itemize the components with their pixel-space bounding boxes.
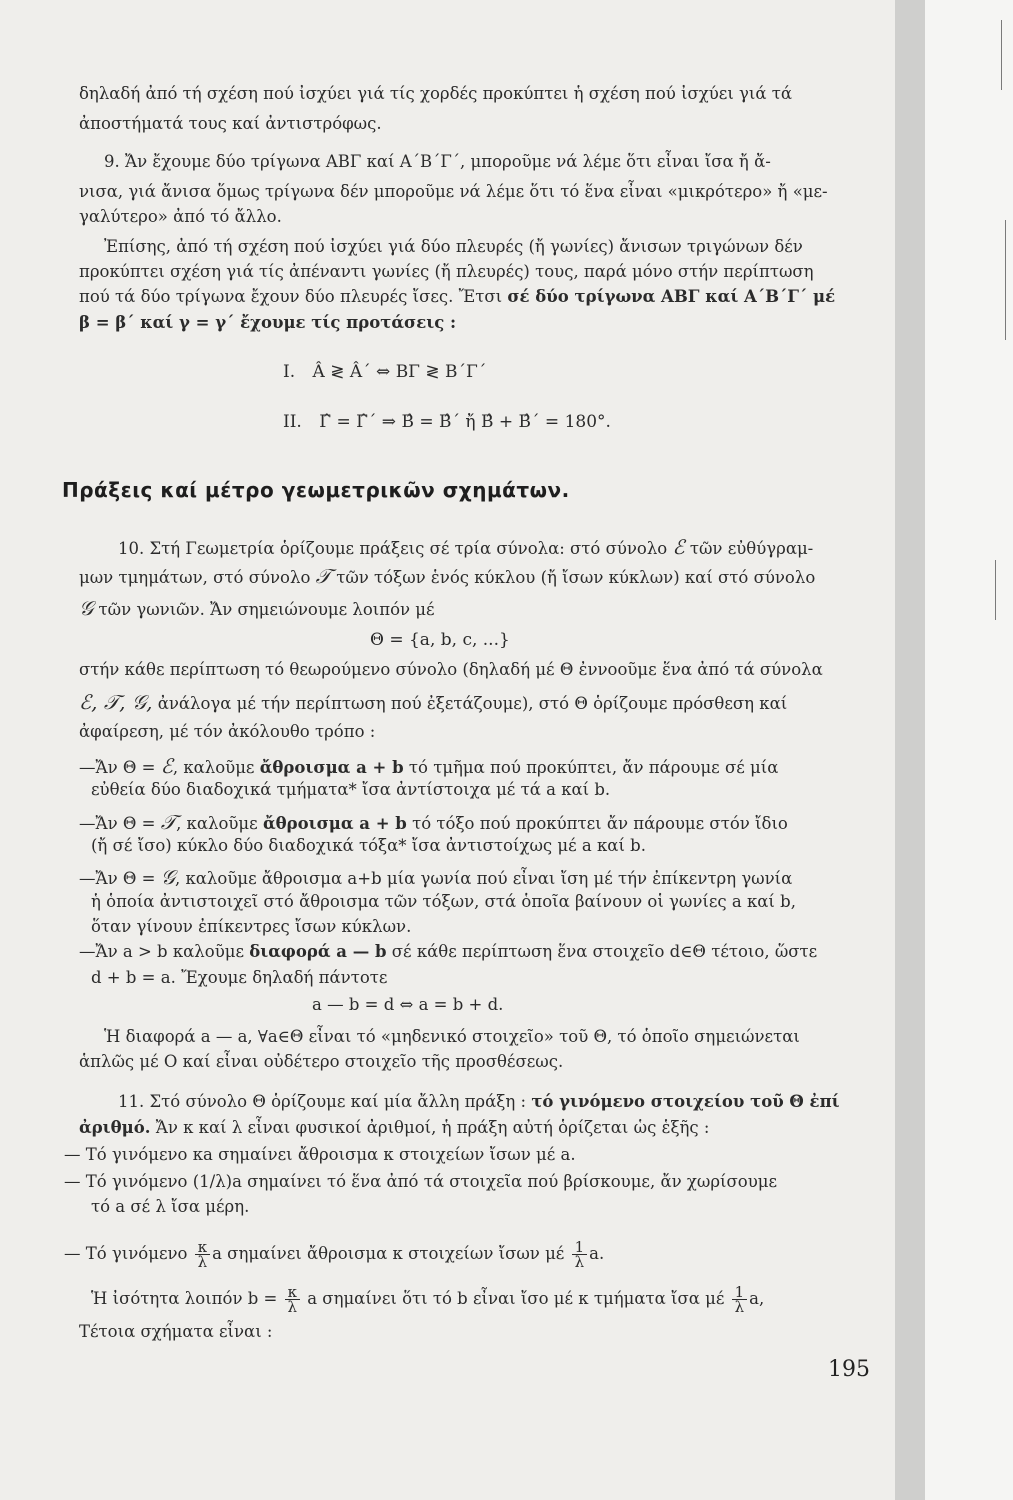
text-line: [91, 1285, 764, 1314]
numerator: 1: [732, 1285, 748, 1300]
denominator: λ: [734, 1298, 745, 1316]
fraction-k-lambda: [195, 1240, 210, 1269]
text-line: [118, 537, 813, 559]
text-span: σέ κάθε περίπτωση ἕνα στοιχεῖο d∈Θ τέτοιο, ὥστε: [386, 942, 818, 961]
text-span: —Ἄν Θ =: [79, 758, 161, 777]
bold-span: σέ δύο τρίγωνα ΑΒΓ καί Α΄Β΄Γ΄ μέ: [507, 287, 836, 306]
text-line: ἀποστήματά τους καί ἀντιστρόφως.: [79, 114, 382, 133]
text-line: δηλαδή ἀπό τή σχέση πού ἰσχύει γιά τίς χορδές προκύπτει ἡ σχέση πού ἰσχύει γιά τά: [79, 84, 793, 103]
definition-line: [79, 812, 788, 834]
text-line: Τέτοια σχήματα εἶναι :: [79, 1322, 273, 1341]
text-span: 10. Στή Γεωμετρία ὁρίζουμε πράξεις σέ τρία σύνολα: στό σύνολο: [118, 539, 673, 558]
set-symbol-t: 𝒯: [160, 810, 177, 834]
set-symbols: ℰ, 𝒯, 𝒢,: [79, 690, 153, 714]
text-span: a.: [589, 1244, 605, 1263]
text-line: [118, 1092, 840, 1112]
text-span: ἀνάλογα μέ τήν περίπτωση πού ἐξετάζουμε), στό Θ ὁρίζουμε πρόσθεση καί: [152, 694, 788, 713]
text-line: ἡ ὁποία ἀντιστοιχεῖ στό ἄθροισμα τῶν τόξων, στά ὁποῖα βαίνουν οἱ γωνίες a καί b,: [91, 892, 796, 911]
text-span: a σημαίνει ἄθροισμα κ στοιχείων ἴσων μέ: [212, 1244, 570, 1263]
set-symbol-e: ℰ: [672, 535, 685, 559]
definition-line: [79, 942, 817, 962]
text-line: (ἤ σέ ἴσο) κύκλο δύο διαδοχικά τόξα* ἴσα ἀντιστοίχως μέ a καί b.: [91, 836, 646, 855]
text-line: d + b = a. Ἔχουμε δηλαδή πάντοτε: [91, 968, 388, 987]
text-line: τό a σέ λ ἴσα μέρη.: [91, 1197, 250, 1216]
text-line: εὐθεία δύο διαδοχικά τμήματα* ἴσα ἀντίστοιχα μέ τά a καί b.: [91, 780, 611, 799]
fraction-1-lambda: [572, 1240, 588, 1269]
text-line: [79, 692, 787, 714]
text-span: , καλοῦμε ἄθροισμα a+b μία γωνία πού εἶναι ἴση μέ τήν ἐπίκεντρη γωνία: [174, 869, 793, 888]
set-symbol-g: 𝒢: [79, 596, 94, 620]
numerator: κ: [195, 1240, 210, 1255]
text-span: a,: [749, 1289, 765, 1308]
text-line: [79, 287, 835, 307]
text-span: , καλοῦμε: [172, 758, 260, 777]
text-line: [79, 566, 815, 588]
text-span: τῶν εὐθύγραμ-: [684, 539, 814, 558]
bold-span: τό γινόμενο στοιχείου τοῦ Θ ἐπί: [531, 1092, 840, 1111]
denominator: λ: [574, 1253, 585, 1271]
text-span: τό τμῆμα πού προκύπτει, ἄν πάρουμε σέ μία: [403, 758, 779, 777]
text-line: ὅταν γίνουν ἐπίκεντρες ἴσων κύκλων.: [91, 917, 412, 936]
text-span: , καλοῦμε: [176, 814, 263, 833]
text-span: 11. Στό σύνολο Θ ὁρίζουμε καί μία ἄλλη πράξη :: [118, 1092, 532, 1111]
text-span: πού τά δύο τρίγωνα ἔχουν δύο πλευρές ἴσες. Ἔτσι: [79, 287, 508, 306]
text-line: ἁπλῶς μέ Ο καί εἶναι οὐδέτερο στοιχεῖο τῆς προσθέσεως.: [79, 1052, 564, 1071]
text-span: a σημαίνει ὅτι τό b εἶναι ἴσο μέ κ τμήματα ἴσα μέ: [301, 1289, 730, 1308]
bold-span: ἀριθμό.: [79, 1118, 151, 1137]
fraction-1-lambda: [732, 1285, 748, 1314]
text-span: —Ἄν a > b καλοῦμε: [79, 942, 250, 961]
text-span: — Τό γινόμενο: [64, 1244, 193, 1263]
fraction-k-lambda: [285, 1285, 300, 1314]
text-line: β = β΄ καί γ = γ΄ ἔχουμε τίς προτάσεις :: [79, 313, 457, 332]
text-line: γαλύτερο» ἀπό τό ἄλλο.: [79, 207, 282, 226]
text-span: —Ἄν Θ =: [79, 869, 161, 888]
formula-body: Γ̂ = Γ̂΄ ⇒ Β̂ = Β̂΄ ἤ Β̂ + Β̂΄ = 180°.: [319, 412, 611, 432]
text-span: τῶν τόξων ἑνός κύκλου (ἤ ἴσων κύκλων) καί στό σύνολο: [330, 568, 816, 587]
denominator: λ: [197, 1253, 208, 1271]
definition-line: [79, 867, 792, 889]
formula-2: [283, 412, 611, 432]
bold-span: ἄθροισμα a + b: [259, 758, 404, 777]
set-definition: Θ = {a, b, c, ...}: [370, 630, 510, 650]
edge-mark: [995, 560, 996, 620]
text-line: προκύπτει σχέση γιά τίς ἀπέναντι γωνίες (ἤ πλευρές) τους, παρά μόνο στήν περίπτωση: [79, 262, 814, 281]
bold-span: διαφορά a — b: [249, 942, 387, 961]
text-span: μων τμημάτων, στό σύνολο: [79, 568, 316, 587]
text-line: [64, 1240, 604, 1269]
text-span: Ἡ ἰσότητα λοιπόν b =: [91, 1289, 283, 1308]
text-line: 9. Ἄν ἔχουμε δύο τρίγωνα ΑΒΓ καί Α΄Β΄Γ΄, μποροῦμε νά λέμε ὅτι εἶναι ἴσα ἤ ἄ-: [104, 152, 771, 171]
text-line: Ἡ διαφορά a — a, ∀a∈Θ εἶναι τό «μηδενικό στοιχεῖο» τοῦ Θ, τό ὁποῖο σημειώνεται: [104, 1027, 800, 1046]
text-span: —Ἄν Θ =: [79, 814, 161, 833]
text-span: τῶν γωνιῶν. Ἄν σημειώνουμε λοιπόν μέ: [93, 600, 435, 619]
denominator: λ: [287, 1298, 298, 1316]
text-line: [79, 1118, 709, 1138]
text-span: τό τόξο πού προκύπτει ἄν πάρουμε στόν ἴδιο: [406, 814, 788, 833]
edge-mark: [1001, 20, 1002, 90]
set-symbol-g: 𝒢: [160, 865, 175, 889]
formula-1: [283, 362, 486, 382]
page-number: 195: [828, 1357, 870, 1382]
numerator: 1: [572, 1240, 588, 1255]
text-line: ἀφαίρεση, μέ τόν ἀκόλουθο τρόπο :: [79, 722, 376, 741]
formula-label: I.: [283, 362, 296, 382]
text-line: νισα, γιά ἄνισα ὅμως τρίγωνα δέν μποροῦμε νά λέμε ὅτι τό ἕνα εἶναι «μικρότερο» ἤ «με-: [79, 182, 828, 201]
edge-mark: [1005, 220, 1006, 340]
text-line: — Τό γινόμενο κa σημαίνει ἄθροισμα κ στοιχείων ἴσων μέ a.: [64, 1145, 576, 1164]
text-line: στήν κάθε περίπτωση τό θεωρούμενο σύνολο (δηλαδή μέ Θ ἐννοοῦμε ἕνα ἀπό τά σύνολα: [79, 660, 823, 679]
formula-label: II.: [283, 412, 302, 432]
text-line: — Τό γινόμενο (1/λ)a σημαίνει τό ἕνα ἀπό τά στοιχεῖα πού βρίσκουμε, ἄν χωρίσουμε: [64, 1172, 778, 1191]
set-symbol-e: ℰ: [160, 754, 173, 778]
section-heading: Πράξεις καί μέτρο γεωμετρικῶν σχημάτων.: [62, 478, 570, 502]
definition-line: [79, 756, 778, 778]
text-line: [79, 598, 435, 620]
formula-body: Â ≷ Â΄ ⇔ ΒΓ ≷ Β΄Γ΄: [312, 362, 487, 382]
text-line: Ἐπίσης, ἀπό τή σχέση πού ἰσχύει γιά δύο πλευρές (ἤ γωνίες) ἄνισων τριγώνων δέν: [104, 237, 803, 256]
formula-line: a — b = d ⇔ a = b + d.: [312, 995, 504, 1014]
set-symbol-t: 𝒯: [315, 564, 331, 588]
page-binding: [895, 0, 925, 1500]
numerator: κ: [285, 1285, 300, 1300]
adjacent-page-edge: [925, 0, 1013, 1500]
bold-span: ἄθροισμα a + b: [262, 814, 407, 833]
text-span: Ἄν κ καί λ εἶναι φυσικοί ἀριθμοί, ἡ πράξη αὐτή ὁρίζεται ὡς ἑξῆς :: [150, 1118, 710, 1137]
